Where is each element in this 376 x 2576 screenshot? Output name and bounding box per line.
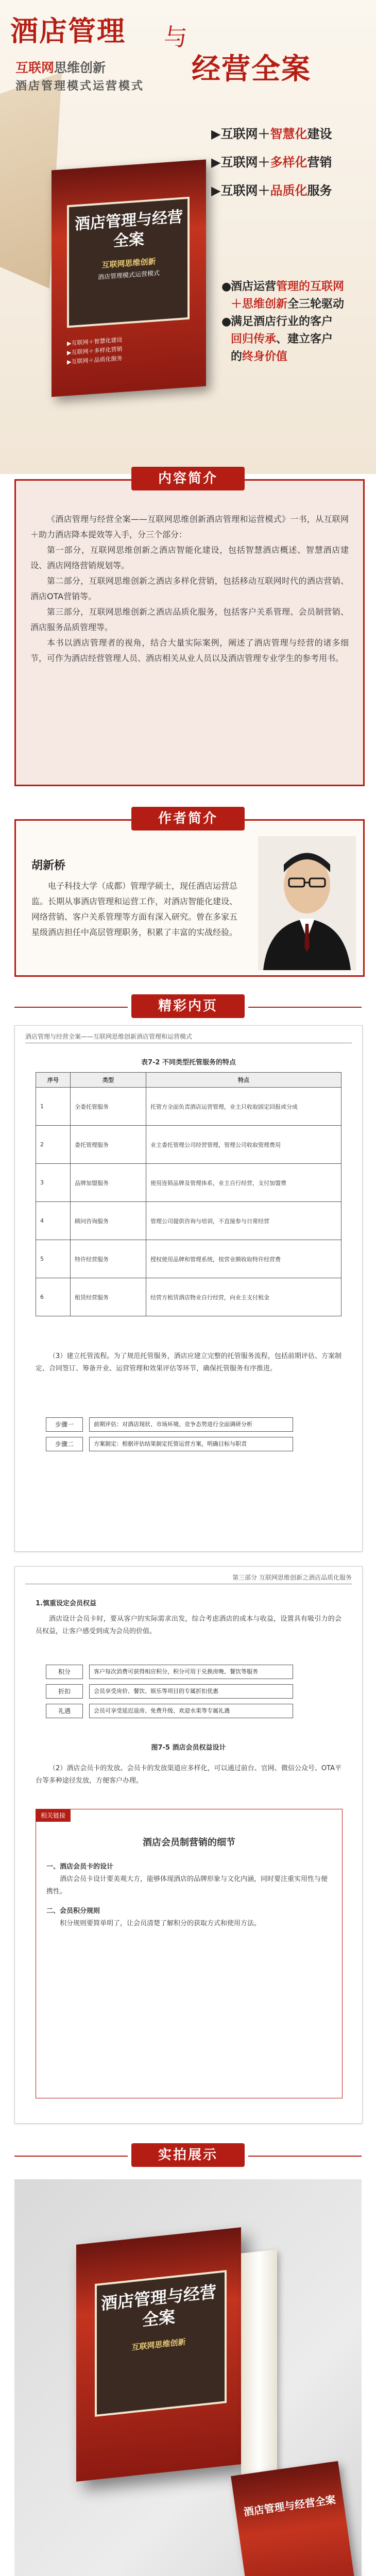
- flow-row: [46, 1704, 293, 1718]
- hero-block-line: 的终身价值: [231, 350, 288, 363]
- book-cover-subtitle: 互联网思维创新: [101, 257, 156, 270]
- flow-label: 折扣: [46, 1684, 83, 1699]
- table-caption: 表7-2 不同类型托管服务的特点: [141, 1059, 236, 1066]
- section-rule-left: [14, 819, 128, 820]
- hero-title-separator: 与: [164, 23, 187, 51]
- hero-highlight-block: [221, 278, 371, 366]
- table-cell: 使用连锁品牌及管理体系，业主自行经营，支付加盟费: [146, 1164, 341, 1202]
- book-cover-title: 酒店管理与经营全案: [100, 2282, 216, 2330]
- table-cell: 托管方全面负责酒店运营管理，业主只收取固定回报或分成: [146, 1088, 341, 1126]
- figure-caption: 图7-5 酒店会员权益设计: [151, 1744, 226, 1752]
- table-cell: 特许经营服务: [71, 1240, 146, 1278]
- book-cover-subtitle-2: 酒店管理模式运营模式: [97, 269, 160, 281]
- flow-box: 会员可享受延迟退房、免费升级、欢迎水果等专属礼遇: [89, 1704, 293, 1718]
- hero-block-line: 回归传承、建立客户: [231, 333, 333, 346]
- table-cell: 管理公司提供咨询与培训，不直接参与日常经营: [146, 1202, 341, 1240]
- table-cell: 3: [36, 1164, 71, 1202]
- flow-box: 客户每次消费可获得相应积分，积分可用于兑换房晚、餐饮等服务: [89, 1665, 293, 1679]
- table-cell: 2: [36, 1126, 71, 1164]
- table-cell: 委托管理服务: [71, 1126, 146, 1164]
- hero-title-left: 酒店管理: [10, 14, 126, 47]
- hero-subtitle-1: 互联网思维创新: [15, 60, 106, 75]
- section-rule-right: [248, 819, 362, 820]
- hero-banner: [0, 0, 376, 474]
- related-link-box: [36, 1809, 343, 2098]
- book-cover-title: 酒店管理与经营全案: [243, 2493, 337, 2519]
- section-header-excerpt: [0, 994, 376, 1020]
- table-cell: 品牌加盟服务: [71, 1164, 146, 1202]
- table-row: [36, 1240, 341, 1278]
- excerpt-page-2: [14, 1566, 363, 2124]
- excerpt-section-title: 1.慎重设定会员权益: [36, 1600, 96, 1607]
- book-front-cover: [76, 2227, 241, 2482]
- content-intro-text: [30, 512, 349, 666]
- table-cell: 1: [36, 1088, 71, 1126]
- book-cover-title: 酒店管理与经营全案: [75, 208, 183, 251]
- excerpt-table: [36, 1072, 341, 1316]
- flow-label: 步骤一: [46, 1417, 83, 1432]
- hero-book-image: [10, 103, 206, 392]
- table-cell: 经营方租赁酒店物业自行经营，向业主支付租金: [146, 1278, 341, 1316]
- author-name: 胡新桥: [31, 859, 66, 872]
- table-header-cell: 序号: [36, 1073, 71, 1088]
- table-header-row: [36, 1073, 341, 1088]
- flow-row: [46, 1665, 293, 1679]
- intro-paragraph: 《酒店管理与经营全案——互联网思维创新酒店管理和运营模式》一书，从互联网＋助力酒店降本提效等入手，分三个部分：: [30, 514, 349, 539]
- hero-bullet: ▶互联网＋智慧化建设: [211, 127, 332, 141]
- content-intro-panel: [14, 479, 365, 786]
- hero-block-line: ●酒店运营管理的互联网: [221, 280, 345, 293]
- flow-box: 会员享受房价、餐饮、娱乐等项目的专属折扣优惠: [89, 1684, 293, 1699]
- section-rule-left: [14, 479, 128, 480]
- section-rule-left: [14, 1007, 128, 1008]
- table-cell: 全委托管服务: [71, 1088, 146, 1126]
- excerpt-paragraph: （2）酒店会员卡的发放。会员卡的发放渠道应多样化，可以通过前台、官网、微信公众号、OTA平台等多种途径发放，方便客户办理。: [36, 1765, 341, 1785]
- section-rule-right: [248, 2156, 362, 2157]
- table-cell: 5: [36, 1240, 71, 1278]
- hero-title-right: 经营全案: [192, 52, 311, 86]
- book-secondary-cover: [231, 2461, 360, 2576]
- hero-block-line: ●满足酒店行业的客户: [221, 315, 333, 328]
- book-cover-subtitle: 互联网思维创新: [131, 2337, 186, 2352]
- intro-paragraph: 第二部分，互联网思维创新之酒店多样化营销，包括移动互联网时代的酒店营销、酒店OTA营销等。: [30, 576, 349, 601]
- intro-paragraph: 第一部分，互联网思维创新之酒店智能化建设，包括智慧酒店概述、智慧酒店建设、酒店网络营销规划等。: [30, 545, 349, 570]
- excerpt-running-header: 第三部分 互联网思维创新之酒店品质化服务: [25, 1573, 352, 1584]
- related-link-tag: 相关链接: [36, 1809, 71, 1822]
- author-photo: [258, 836, 356, 970]
- excerpt-flow: [46, 1665, 293, 1723]
- hero-bullet: ▶互联网＋多样化营销: [211, 155, 332, 170]
- table-row: [36, 1164, 341, 1202]
- table-cell: 6: [36, 1278, 71, 1316]
- hero-bullet: ▶互联网＋品质化服务: [211, 183, 332, 198]
- section-title: 精彩内页: [131, 994, 245, 1018]
- table-row: [36, 1088, 341, 1126]
- section-header-intro: [0, 467, 376, 493]
- section-title: 内容简介: [131, 467, 245, 490]
- excerpt-paragraph: （3）建立托管流程。为了规范托管服务，酒店应建立完整的托管服务流程，包括前期评估、方案制定、合同签订、筹备开业、运营管理和效果评估等环节，确保托管服务有序推进。: [36, 1352, 341, 1372]
- table-cell: 租赁经营服务: [71, 1278, 146, 1316]
- flow-row: [46, 1417, 293, 1432]
- table-row: [36, 1126, 341, 1164]
- excerpt-page-1: [14, 1025, 363, 1552]
- section-rule-left: [14, 2156, 128, 2157]
- hero-bullet-list: [211, 124, 371, 209]
- excerpt-running-header: 酒店管理与经营全案——互联网思维创新酒店管理和运营模式: [25, 1032, 352, 1043]
- section-header-photos: [0, 2143, 376, 2169]
- table-header-cell: 类型: [71, 1073, 146, 1088]
- intro-paragraph: 本书以酒店管理者的视角，结合大量实际案例，阐述了酒店管理与经营的诸多细节，可作为酒店经营管理人员、酒店相关从业人员以及酒店管理专业学生的参考用书。: [30, 638, 349, 663]
- related-link-title: 酒店会员制营销的细节: [143, 1837, 235, 1848]
- table-cell: 4: [36, 1202, 71, 1240]
- table-cell: 授权使用品牌和管理系统，按营业额收取特许经营费: [146, 1240, 341, 1278]
- hero-block-line: ＋思维创新全三轮驱动: [231, 298, 345, 311]
- section-rule-right: [248, 479, 362, 480]
- intro-paragraph: 第三部分，互联网思维创新之酒店品质化服务，包括客户关系管理、会员制营销、酒店服务品质管理等。: [30, 607, 349, 632]
- table-cell: 顾问咨询服务: [71, 1202, 146, 1240]
- excerpt-paragraph: 酒店设计会员卡时，要从客户的实际需求出发，综合考虑酒店的成本与收益，设置具有吸引力的会员权益，让客户感受到成为会员的价值。: [36, 1615, 341, 1635]
- book-page-edge: [241, 2249, 277, 2500]
- section-rule-right: [248, 1007, 362, 1008]
- section-title: 实拍展示: [131, 2143, 245, 2167]
- table-row: [36, 1278, 341, 1316]
- flow-row: [46, 1437, 293, 1451]
- book-cover-bullets: ▶互联网＋智慧化建设 ▶互联网＋多样化营销 ▶互联网＋品质化服务: [67, 336, 123, 366]
- author-panel: [14, 819, 365, 977]
- section-header-author: [0, 807, 376, 833]
- flow-label: 礼遇: [46, 1704, 83, 1718]
- table-header-cell: 特点: [146, 1073, 341, 1088]
- book-cover: [52, 160, 206, 397]
- flow-box: 方案制定：根据评估结果制定托管运营方案，明确目标与职责: [89, 1437, 293, 1451]
- hero-subtitle-2: 酒店管理模式运营模式: [15, 80, 145, 93]
- table-row: [36, 1202, 341, 1240]
- author-bio: 电子科技大学（成都）管理学硕士，现任酒店运营总监。长期从事酒店管理和运营工作，对酒店智能化建设、网络营销、客户关系管理等方面有深入研究。曾在多家五星级酒店担任中高层管理职务，积累了丰富的实战经验。: [31, 881, 238, 937]
- product-photo-1: [14, 2179, 362, 2576]
- flow-label: 积分: [46, 1665, 83, 1679]
- section-title: 作者简介: [131, 807, 245, 831]
- excerpt-flow: [46, 1417, 293, 1456]
- related-link-text: 一、酒店会员卡的设计 酒店会员卡设计要美观大方，能够体现酒店的品牌形象与文化内涵，同时要注重实用性与便携性。 二、会员积分规则 积分规则要简单明了，让会员清楚了解积分的获取方式和使用方法。: [46, 1863, 328, 1927]
- flow-label: 步骤二: [46, 1437, 83, 1451]
- flow-row: [46, 1684, 293, 1699]
- flow-box: 前期评估：对酒店现状、市场环境、竞争态势进行全面调研分析: [89, 1417, 293, 1432]
- table-cell: 业主委托管理公司经营管理，管理公司收取管理费用: [146, 1126, 341, 1164]
